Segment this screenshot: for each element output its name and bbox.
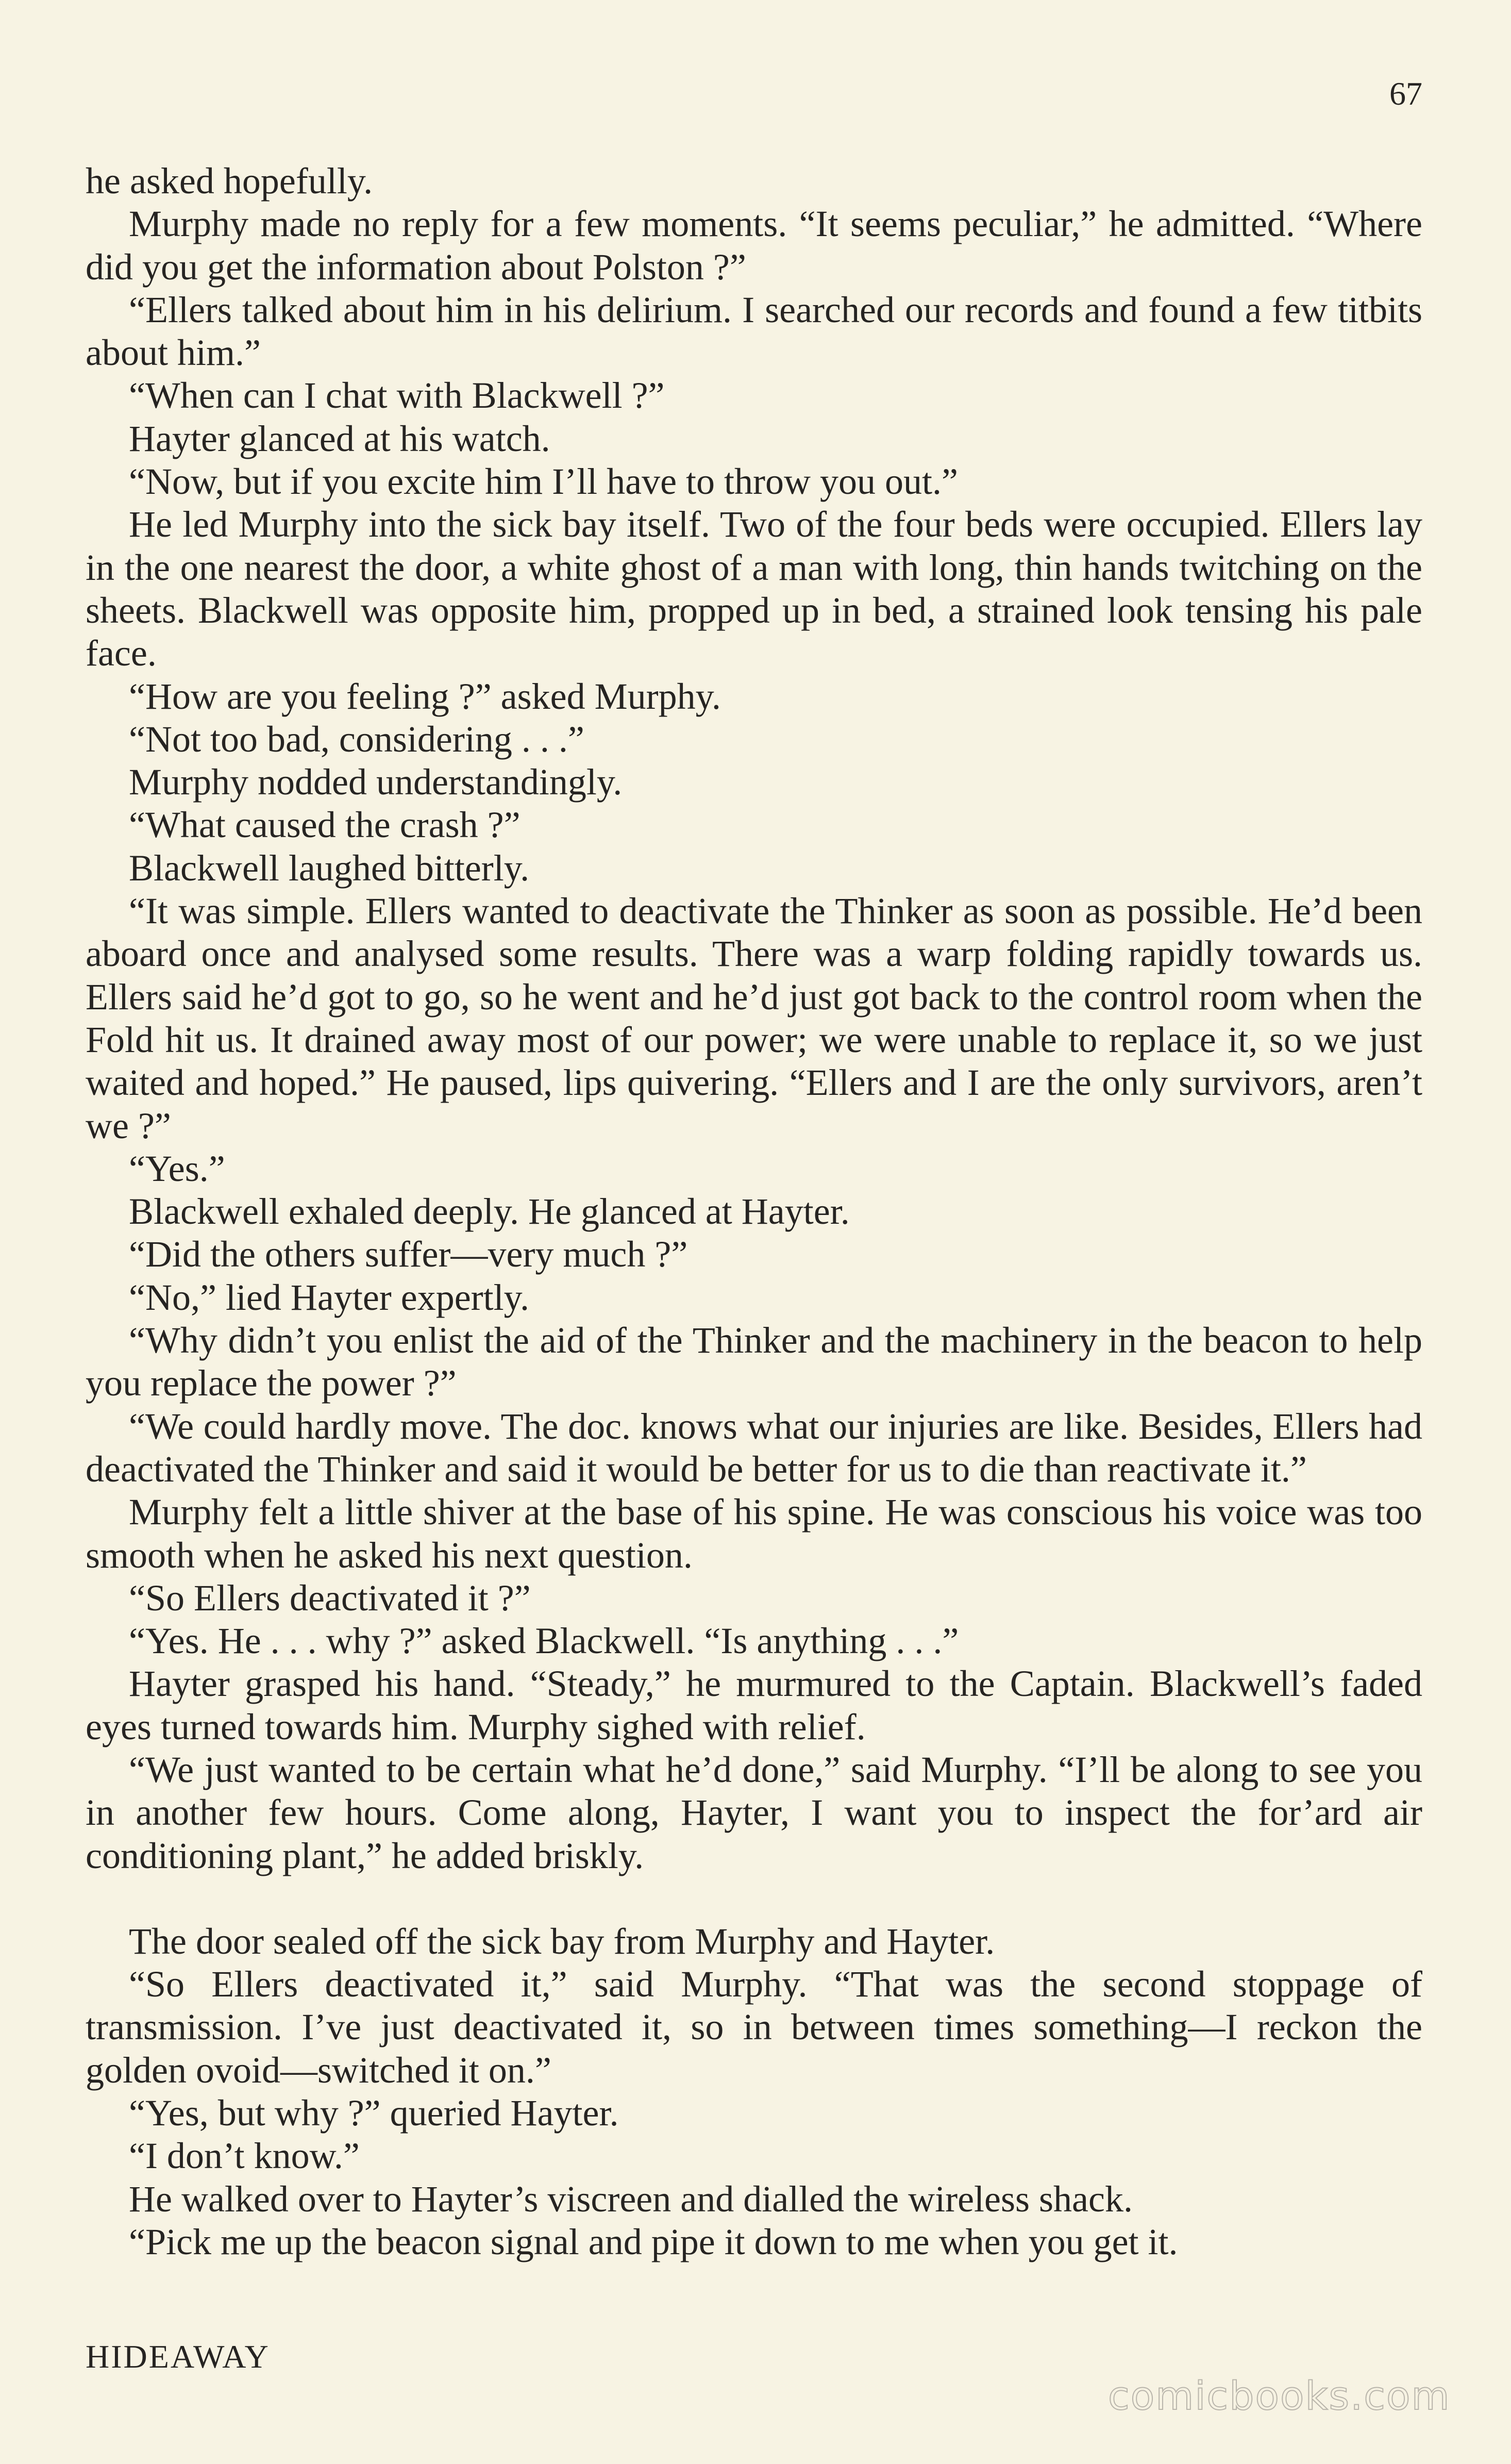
paragraph: He walked over to Hayter’s viscreen and dialled the wireless shack. bbox=[129, 2178, 1133, 2220]
paragraph: “So Ellers deactivated it,” said Murphy. “That was the second stoppage of transmission. I’ve just deactivated it, so in between times something—I reckon the golden ovoid—switched it on.” bbox=[86, 1963, 1422, 2091]
paragraph: Murphy made no reply for a few moments. “It seems peculiar,” he admitted. “Where did you get the information about Polston ?” bbox=[86, 203, 1422, 288]
paragraph: “Yes. He . . . why ?” asked Blackwell. “Is anything . . .” bbox=[129, 1620, 959, 1662]
paragraph: “Now, but if you excite him I’ll have to throw you out.” bbox=[129, 461, 958, 503]
paragraph: Blackwell laughed bitterly. bbox=[129, 847, 530, 889]
paragraph: Hayter grasped his hand. “Steady,” he murmured to the Captain. Blackwell’s faded eyes turned towards him. Murphy sighed with relief. bbox=[86, 1663, 1422, 1747]
paragraph: The door sealed off the sick bay from Murphy and Hayter. bbox=[129, 1920, 995, 1962]
paragraph: “Yes.” bbox=[129, 1147, 225, 1189]
paragraph: Murphy felt a little shiver at the base of his spine. He was conscious his voice was too smooth when he asked his next question. bbox=[86, 1491, 1422, 1576]
paragraph: “We just wanted to be certain what he’d done,” said Murphy. “I’ll be along to see you in another few hours. Come along, Hayter, I want you to inspect the for’ard air conditioning plant,” he added briskly. bbox=[86, 1749, 1422, 1876]
section-break bbox=[86, 1877, 1422, 1920]
body-text bbox=[86, 160, 1422, 2263]
watermark: comicbooks.com bbox=[1108, 2373, 1451, 2419]
paragraph: “Yes, but why ?” queried Hayter. bbox=[129, 2092, 619, 2134]
paragraph: “Pick me up the beacon signal and pipe it down to me when you get it. bbox=[129, 2221, 1178, 2262]
paragraph: “Ellers talked about him in his delirium. I searched our records and found a few titbits about him.” bbox=[86, 289, 1422, 374]
paragraph: Blackwell exhaled deeply. He glanced at Hayter. bbox=[129, 1191, 850, 1233]
paragraph: “When can I chat with Blackwell ?” bbox=[129, 375, 665, 417]
paragraph: He led Murphy into the sick bay itself. Two of the four beds were occupied. Ellers lay in the one nearest the door, a white ghost of a man with long, thin hands twitching on the sheets. Blackwell was opposite him, propped up in bed, a strained look tensing his pale face. bbox=[86, 504, 1422, 674]
running-footer: HIDEAWAY bbox=[86, 2338, 270, 2375]
paragraph: “It was simple. Ellers wanted to deactivate the Thinker as soon as possible. He’d been aboard once and analysed some results. There was a warp folding rapidly towards us. Ellers said he’d got to go, so he went and he’d just got back to the control room when the Fold hit us. It drained away most of our power; we were unable to replace it, so we just waited and hoped.” He paused, lips quivering. “Ellers and I are the only survivors, aren’t we ?” bbox=[86, 890, 1422, 1146]
paragraph: “No,” lied Hayter expertly. bbox=[129, 1276, 529, 1318]
paragraph: “What caused the crash ?” bbox=[129, 804, 521, 846]
paragraph: “Not too bad, considering . . .” bbox=[129, 718, 584, 760]
page-number: 67 bbox=[1389, 75, 1422, 112]
paragraph: “Why didn’t you enlist the aid of the Thinker and the machinery in the beacon to help you replace the power ?” bbox=[86, 1320, 1422, 1404]
paragraph: “So Ellers deactivated it ?” bbox=[129, 1577, 531, 1619]
paragraph: “I don’t know.” bbox=[129, 2135, 360, 2177]
paragraph: “How are you feeling ?” asked Murphy. bbox=[129, 675, 721, 717]
paragraph: “Did the others suffer—very much ?” bbox=[129, 1234, 688, 1275]
paragraph: Hayter glanced at his watch. bbox=[129, 418, 550, 459]
paragraph: he asked hopefully. bbox=[86, 160, 373, 202]
paragraph: “We could hardly move. The doc. knows what our injuries are like. Besides, Ellers had deactivated the Thinker and said it would be better for us to die than reactivate it.” bbox=[86, 1405, 1422, 1490]
paragraph: Murphy nodded understandingly. bbox=[129, 761, 623, 803]
